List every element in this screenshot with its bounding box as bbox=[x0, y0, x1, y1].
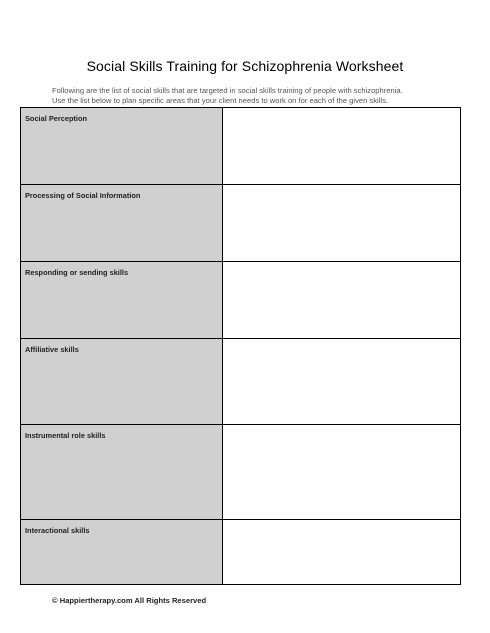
instructions-line-1: Following are the list of social skills that are targeted in social skills training of people with schizophrenia. bbox=[52, 86, 403, 95]
copyright-footer: © Happiertherapy.com All Rights Reserved bbox=[52, 596, 207, 605]
answer-area-interactional[interactable] bbox=[223, 520, 460, 584]
answer-area-responding[interactable] bbox=[223, 262, 460, 338]
answer-area-affiliative[interactable] bbox=[223, 339, 460, 424]
table-row-social-perception bbox=[21, 108, 460, 185]
table-row-affiliative bbox=[21, 339, 460, 425]
skill-label: Responding or sending skills bbox=[21, 262, 223, 338]
skills-table bbox=[20, 107, 461, 585]
table-row-responding bbox=[21, 262, 460, 339]
skill-label: Social Perception bbox=[21, 108, 223, 184]
worksheet-title: Social Skills Training for Schizophrenia Worksheet bbox=[86, 58, 404, 74]
table-row-instrumental bbox=[21, 425, 460, 520]
answer-area-processing[interactable] bbox=[223, 185, 460, 261]
skill-label: Affiliative skills bbox=[21, 339, 223, 424]
instructions bbox=[52, 86, 472, 106]
table-row-processing bbox=[21, 185, 460, 262]
skill-label: Interactional skills bbox=[21, 520, 223, 584]
answer-area-social-perception[interactable] bbox=[223, 108, 460, 184]
table-row-interactional bbox=[21, 520, 460, 584]
skill-label: Instrumental role skills bbox=[21, 425, 223, 519]
skill-label: Processing of Social Information bbox=[21, 185, 223, 261]
instructions-line-2: Use the list below to plan specific areas that your client needs to work on for each of the given skills. bbox=[52, 96, 388, 105]
answer-area-instrumental[interactable] bbox=[223, 425, 460, 519]
